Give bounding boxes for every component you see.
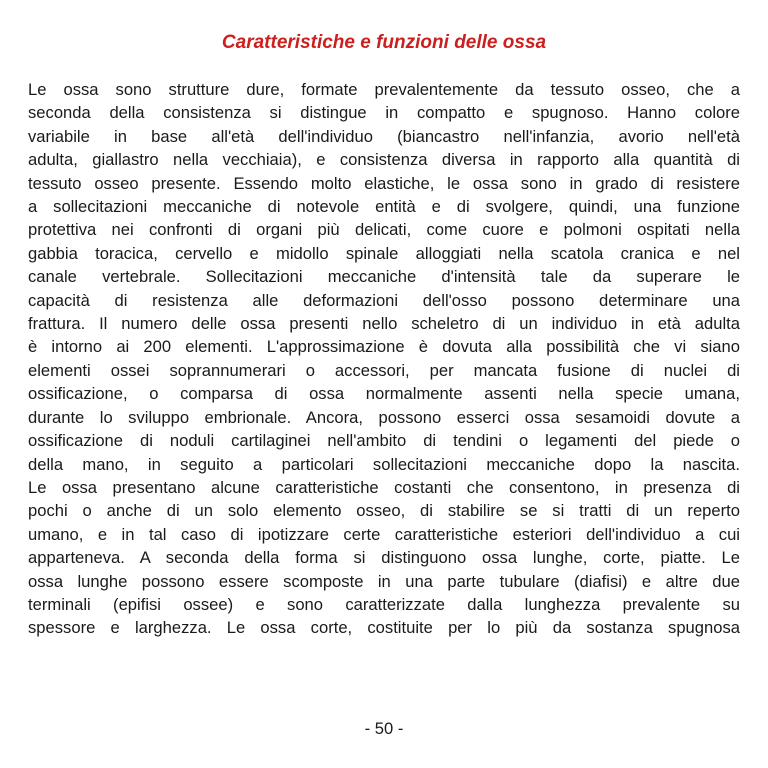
- text-line: capacità di resistenza alle deformazioni dell'osso possono determinare una: [28, 290, 740, 310]
- text-line: è intorno ai 200 elementi. L'approssimazione è dovuta alla possibilità che vi siano: [28, 337, 740, 357]
- text-line: variabile in base all'età dell'individuo (biancastro nell'infanzia, avorio nell'età: [28, 126, 740, 146]
- text-line: frattura. Il numero delle ossa presenti nello scheletro di un individuo in età adulta: [28, 314, 740, 334]
- text-line: seconda della consistenza si distingue in compatto e spugnoso. Hanno colore: [28, 103, 740, 123]
- text-line: apparteneva. A seconda della forma si distinguono ossa lunghe, corte, piatte. Le: [28, 548, 740, 568]
- text-line: adulta, giallastro nella vecchiaia), e consistenza diversa in rapporto alla quantità di: [28, 150, 740, 170]
- text-line: Le ossa presentano alcune caratteristiche costanti che consentono, in presenza di: [28, 477, 740, 497]
- text-line: della mano, in seguito a particolari sollecitazioni meccaniche dopo la nascita.: [28, 454, 740, 474]
- text-line: terminali (epifisi ossee) e sono caratterizzate dalla lunghezza prevalente su: [28, 594, 740, 614]
- text-line: durante lo sviluppo embrionale. Ancora, possono esserci ossa sesamoidi dovute a: [28, 407, 740, 427]
- text-line: gabbia toracica, cervello e midollo spinale alloggiati nella scatola cranica e nel: [28, 243, 740, 263]
- text-line: ossa lunghe possono essere scomposte in una parte tubulare (diafisi) e altre due: [28, 571, 740, 591]
- text-line: canale vertebrale. Sollecitazioni meccaniche d'intensità tale da superare le: [28, 267, 740, 287]
- text-line: ossificazione, o comparsa di ossa normalmente assenti nella specie umana,: [28, 384, 740, 404]
- body-paragraph: [28, 78, 740, 640]
- page-number: - 50 -: [364, 719, 404, 738]
- page-title: Caratteristiche e funzioni delle ossa: [221, 32, 547, 53]
- text-line: pochi o anche di un solo elemento osseo, di stabilire se si tratti di un reperto: [28, 501, 740, 521]
- text-line: Le ossa sono strutture dure, formate prevalentemente da tessuto osseo, che a: [28, 80, 740, 99]
- text-line: spessore e larghezza. Le ossa corte, costituite per lo più da sostanza spugnosa: [28, 618, 740, 638]
- text-line: tessuto osseo presente. Essendo molto elastiche, le ossa sono in grado di resistere: [28, 173, 740, 193]
- text-line: a sollecitazioni meccaniche di notevole entità e di svolgere, quindi, una funzione: [28, 197, 740, 217]
- text-line: protettiva nei confronti di organi più delicati, come cuore e polmoni ospitati nella: [28, 220, 740, 240]
- text-line: elementi ossei soprannumerari o accessori, per mancata fusione di nuclei di: [28, 360, 740, 380]
- text-line: ossificazione di noduli cartilaginei nell'ambito di tendini o legamenti del piede o: [28, 431, 740, 451]
- text-line: umano, e in tal caso di ipotizzare certe caratteristiche esteriori dell'individuo a cui: [28, 524, 740, 544]
